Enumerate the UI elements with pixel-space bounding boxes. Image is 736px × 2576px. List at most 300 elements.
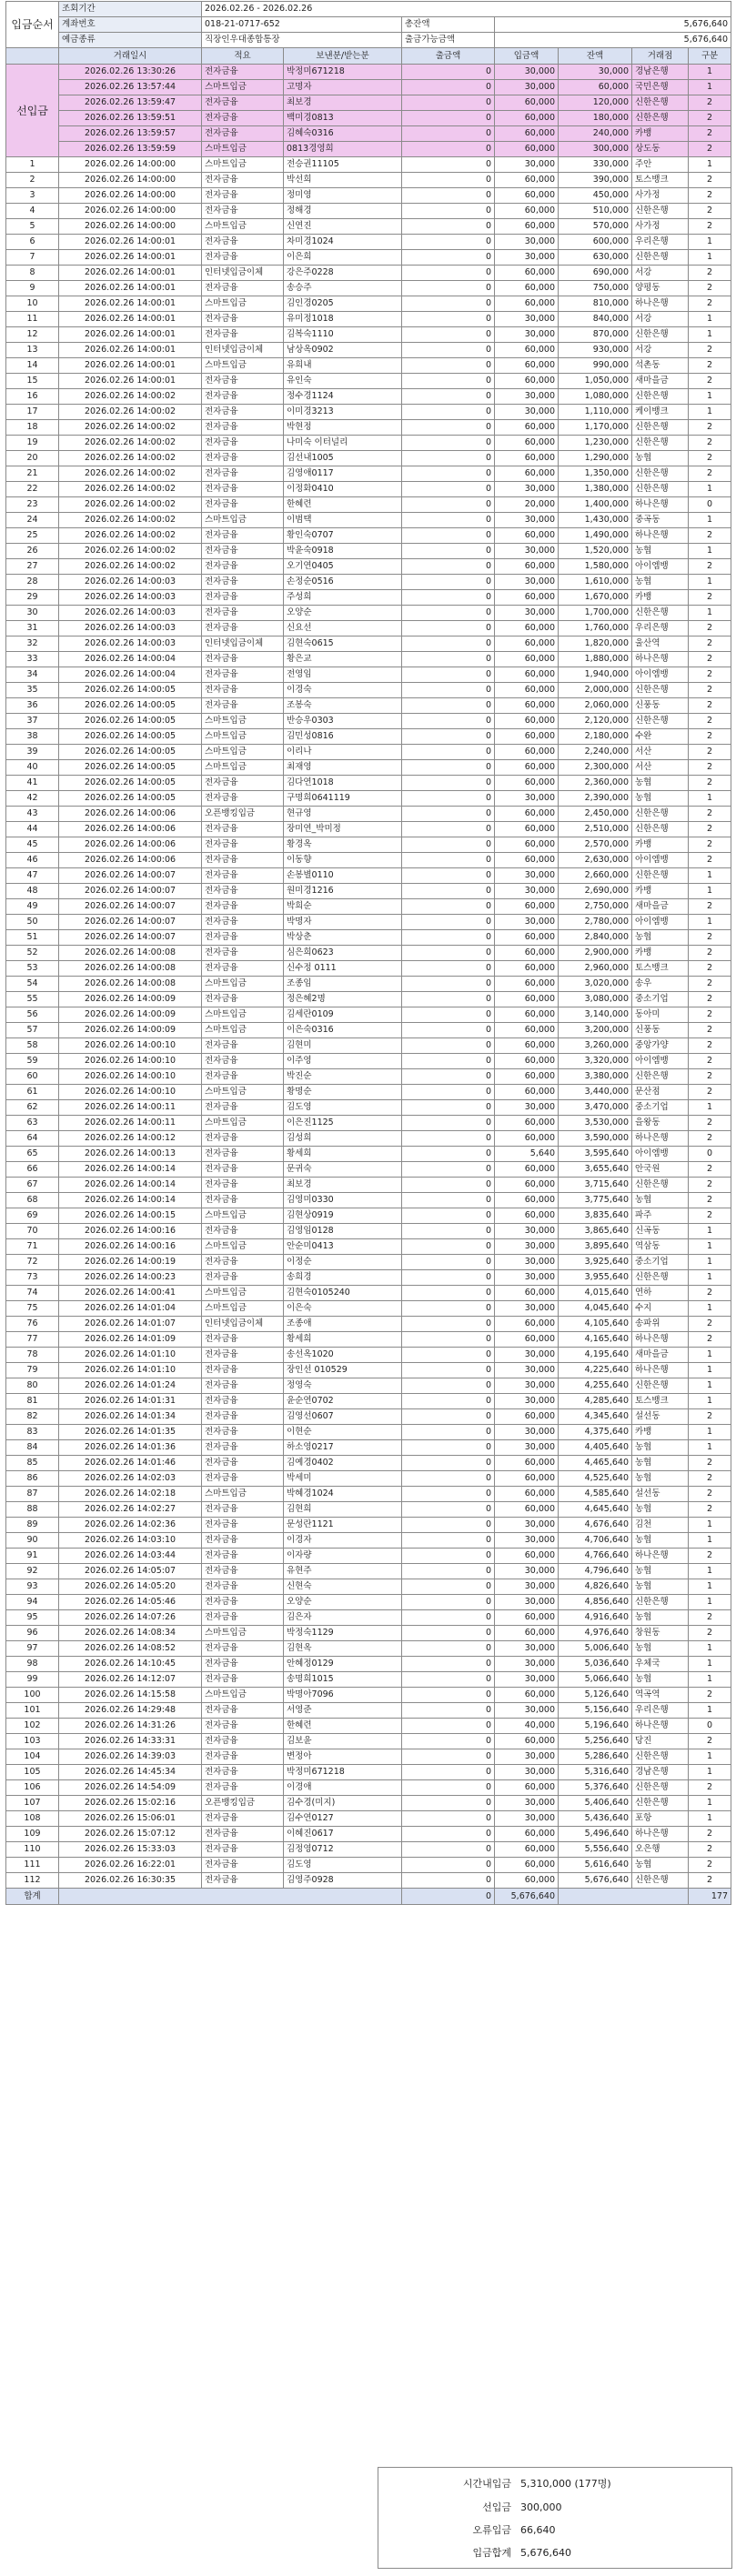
cell-withdraw: 0	[402, 1595, 495, 1610]
cell-counterparty: 남상옥0902	[284, 343, 402, 358]
cell-datetime: 2026.02.26 14:00:01	[59, 343, 202, 358]
cell-withdraw: 0	[402, 1749, 495, 1765]
available-value: 5,676,640	[495, 33, 731, 48]
cell-branch: 송파위	[632, 1317, 689, 1332]
cell-datetime: 2026.02.26 14:02:03	[59, 1471, 202, 1487]
cell-memo: 전자금융	[202, 250, 284, 266]
cell-index: 97	[6, 1641, 59, 1657]
cell-memo: 전자금융	[202, 389, 284, 405]
cell-deposit: 30,000	[495, 1348, 559, 1363]
cell-withdraw: 0	[402, 1239, 495, 1255]
cell-category: 1	[689, 1657, 731, 1672]
cell-memo: 전자금융	[202, 1780, 284, 1796]
cell-balance: 3,020,000	[559, 977, 632, 992]
cell-balance: 3,895,640	[559, 1239, 632, 1255]
col-header-memo: 적요	[202, 48, 284, 65]
header-row	[6, 48, 731, 65]
cell-counterparty: 오양순	[284, 606, 402, 621]
cell-withdraw: 0	[402, 1162, 495, 1178]
cell-deposit: 60,000	[495, 1317, 559, 1332]
cell-branch: 신한은행	[632, 111, 689, 126]
cell-category: 2	[689, 899, 731, 915]
cell-datetime: 2026.02.26 14:05:46	[59, 1595, 202, 1610]
table-row	[6, 621, 731, 636]
cell-category: 2	[689, 1688, 731, 1703]
table-row	[6, 1038, 731, 1054]
table-row	[6, 1842, 731, 1858]
cell-counterparty: 강은주0228	[284, 266, 402, 281]
cell-datetime: 2026.02.26 14:00:05	[59, 791, 202, 807]
cell-category: 1	[689, 1811, 731, 1827]
cell-memo: 전자금융	[202, 1657, 284, 1672]
cell-balance: 4,826,640	[559, 1579, 632, 1595]
period-label: 조회기간	[59, 2, 202, 17]
cell-index: 18	[6, 420, 59, 436]
cell-deposit: 60,000	[495, 745, 559, 760]
cell-category: 2	[689, 1502, 731, 1518]
cell-branch: 농협	[632, 544, 689, 559]
cell-balance: 1,490,000	[559, 528, 632, 544]
cell-index: 106	[6, 1780, 59, 1796]
cell-index: 82	[6, 1409, 59, 1425]
summary-value: 5,310,000 (177명)	[520, 2478, 611, 2490]
table-row	[6, 1178, 731, 1193]
cell-memo: 전자금융	[202, 837, 284, 853]
table-row	[6, 636, 731, 652]
cell-withdraw: 0	[402, 760, 495, 776]
cell-withdraw: 0	[402, 853, 495, 868]
cell-balance: 4,345,640	[559, 1409, 632, 1425]
cell-datetime: 2026.02.26 14:01:35	[59, 1425, 202, 1440]
summary-value: 5,676,640	[520, 2547, 571, 2559]
cell-datetime: 2026.02.26 14:33:31	[59, 1734, 202, 1749]
cell-deposit: 60,000	[495, 1734, 559, 1749]
cell-counterparty: 김보윤	[284, 1734, 402, 1749]
cell-branch: 양평동	[632, 281, 689, 296]
cell-deposit: 60,000	[495, 1023, 559, 1038]
cell-memo: 전자금융	[202, 235, 284, 250]
cell-deposit: 30,000	[495, 1270, 559, 1286]
cell-deposit: 60,000	[495, 466, 559, 482]
cell-category: 1	[689, 157, 731, 173]
cell-counterparty: 박정미671218	[284, 65, 402, 80]
cell-index: 39	[6, 745, 59, 760]
cell-memo: 전자금융	[202, 126, 284, 142]
cell-datetime: 2026.02.26 14:00:12	[59, 1131, 202, 1147]
cell-category: 2	[689, 420, 731, 436]
cell-category: 1	[689, 1301, 731, 1317]
cell-memo: 스마트입금	[202, 1239, 284, 1255]
table-row	[6, 482, 731, 497]
cell-withdraw: 0	[402, 1178, 495, 1193]
cell-branch: 울산역	[632, 636, 689, 652]
cell-branch: 농협	[632, 575, 689, 590]
table-row	[6, 1162, 731, 1178]
cell-branch: 신한은행	[632, 1749, 689, 1765]
cell-balance: 5,406,640	[559, 1796, 632, 1811]
cell-balance: 3,655,640	[559, 1162, 632, 1178]
cell-deposit: 30,000	[495, 157, 559, 173]
cell-category: 2	[689, 1332, 731, 1348]
cell-datetime: 2026.02.26 14:00:00	[59, 188, 202, 204]
cell-datetime: 2026.02.26 14:00:08	[59, 961, 202, 977]
cell-balance: 330,000	[559, 157, 632, 173]
table-row	[6, 575, 731, 590]
cell-counterparty: 김인경0205	[284, 296, 402, 312]
cell-branch: 을왕동	[632, 1116, 689, 1131]
cell-memo: 전자금융	[202, 1054, 284, 1069]
cell-branch: 신한은행	[632, 436, 689, 451]
cell-counterparty: 김영미0330	[284, 1193, 402, 1208]
cell-memo: 전자금융	[202, 853, 284, 868]
cell-index: 36	[6, 698, 59, 714]
cell-branch: 서산	[632, 745, 689, 760]
cell-deposit: 30,000	[495, 389, 559, 405]
cell-category: 2	[689, 930, 731, 946]
cell-withdraw: 0	[402, 868, 495, 884]
cell-deposit: 60,000	[495, 837, 559, 853]
cell-counterparty: 정수경1124	[284, 389, 402, 405]
cell-deposit: 60,000	[495, 358, 559, 374]
cell-index: 71	[6, 1239, 59, 1255]
cell-balance: 2,570,000	[559, 837, 632, 853]
cell-balance: 3,080,000	[559, 992, 632, 1007]
cell-withdraw: 0	[402, 1796, 495, 1811]
cell-index: 58	[6, 1038, 59, 1054]
cell-deposit: 60,000	[495, 1409, 559, 1425]
cell-withdraw: 0	[402, 358, 495, 374]
cell-memo: 스마트입금	[202, 1286, 284, 1301]
cell-branch: 파주	[632, 1208, 689, 1224]
cell-category: 0	[689, 1147, 731, 1162]
cell-counterparty: 김수경(미지)	[284, 1796, 402, 1811]
cell-counterparty: 신현숙	[284, 1579, 402, 1595]
cell-category: 2	[689, 636, 731, 652]
cell-category: 2	[689, 358, 731, 374]
table-row	[6, 667, 731, 683]
cell-counterparty: 이자량	[284, 1549, 402, 1564]
cell-memo: 전자금융	[202, 204, 284, 219]
cell-counterparty: 나미숙 이터널리	[284, 436, 402, 451]
prepaid-row	[6, 80, 731, 95]
cell-memo: 전자금융	[202, 776, 284, 791]
cell-balance: 5,126,640	[559, 1688, 632, 1703]
cell-category: 2	[689, 1069, 731, 1085]
cell-counterparty: 박현정	[284, 420, 402, 436]
cell-datetime: 2026.02.26 14:29:48	[59, 1703, 202, 1719]
cell-category: 2	[689, 977, 731, 992]
cell-deposit: 60,000	[495, 636, 559, 652]
cell-index: 90	[6, 1533, 59, 1549]
cell-deposit: 60,000	[495, 1471, 559, 1487]
cell-balance: 1,350,000	[559, 466, 632, 482]
cell-balance: 4,375,640	[559, 1425, 632, 1440]
table-row	[6, 915, 731, 930]
cell-category: 2	[689, 822, 731, 837]
table-row	[6, 930, 731, 946]
cell-memo: 전자금융	[202, 1641, 284, 1657]
cell-balance: 5,156,640	[559, 1703, 632, 1719]
cell-memo: 인터넷입금이체	[202, 1317, 284, 1332]
cell-memo: 전자금융	[202, 868, 284, 884]
cell-memo: 전자금융	[202, 559, 284, 575]
cell-balance: 240,000	[559, 126, 632, 142]
cell-counterparty: 황경옥	[284, 837, 402, 853]
cell-withdraw: 0	[402, 513, 495, 528]
table-row	[6, 1533, 731, 1549]
cell-datetime: 2026.02.26 14:00:03	[59, 590, 202, 606]
cell-withdraw: 0	[402, 1765, 495, 1780]
cell-withdraw: 0	[402, 822, 495, 837]
cell-datetime: 2026.02.26 14:00:03	[59, 606, 202, 621]
cell-datetime: 2026.02.26 14:00:05	[59, 683, 202, 698]
cell-index: 95	[6, 1610, 59, 1626]
table-row	[6, 1610, 731, 1626]
cell-index: 12	[6, 327, 59, 343]
cell-balance: 750,000	[559, 281, 632, 296]
cell-memo: 전자금융	[202, 1471, 284, 1487]
cell-withdraw: 0	[402, 1007, 495, 1023]
cell-category: 2	[689, 1842, 731, 1858]
cell-balance: 3,380,000	[559, 1069, 632, 1085]
cell-datetime: 2026.02.26 13:30:26	[59, 65, 202, 80]
cell-deposit: 60,000	[495, 807, 559, 822]
cell-datetime: 2026.02.26 14:00:03	[59, 621, 202, 636]
cell-counterparty: 송희경	[284, 1270, 402, 1286]
cell-balance: 2,630,000	[559, 853, 632, 868]
cell-index: 28	[6, 575, 59, 590]
cell-index: 102	[6, 1719, 59, 1734]
cell-branch: 카뱅	[632, 837, 689, 853]
table-row	[6, 1085, 731, 1100]
cell-balance: 3,440,000	[559, 1085, 632, 1100]
cell-memo: 전자금융	[202, 1595, 284, 1610]
cell-branch: 연하	[632, 1286, 689, 1301]
cell-memo: 스마트입금	[202, 513, 284, 528]
cell-memo: 전자금융	[202, 1533, 284, 1549]
cell-withdraw: 0	[402, 1100, 495, 1116]
cell-index: 14	[6, 358, 59, 374]
cell-memo: 전자금융	[202, 1672, 284, 1688]
cell-deposit: 60,000	[495, 1116, 559, 1131]
cell-withdraw: 0	[402, 1208, 495, 1224]
cell-index: 99	[6, 1672, 59, 1688]
cell-branch: 농협	[632, 1502, 689, 1518]
cell-balance: 5,006,640	[559, 1641, 632, 1657]
cell-datetime: 2026.02.26 14:00:41	[59, 1286, 202, 1301]
cell-index: 101	[6, 1703, 59, 1719]
cell-counterparty: 유현주	[284, 1564, 402, 1579]
deposit-type-label: 예금종류	[59, 33, 202, 48]
cell-deposit: 60,000	[495, 946, 559, 961]
cell-branch: 문산점	[632, 1085, 689, 1100]
cell-counterparty: 박혜경1024	[284, 1487, 402, 1502]
cell-category: 2	[689, 1085, 731, 1100]
cell-index: 53	[6, 961, 59, 977]
cell-datetime: 2026.02.26 15:33:03	[59, 1842, 202, 1858]
col-header-deposit: 입금액	[495, 48, 559, 65]
cell-category: 1	[689, 1224, 731, 1239]
cell-balance: 1,050,000	[559, 374, 632, 389]
cell-counterparty: 박명자	[284, 915, 402, 930]
cell-balance: 2,120,000	[559, 714, 632, 729]
cell-deposit: 30,000	[495, 575, 559, 590]
cell-balance: 5,256,640	[559, 1734, 632, 1749]
cell-withdraw: 0	[402, 791, 495, 807]
cell-branch: 농협	[632, 930, 689, 946]
table-row	[6, 405, 731, 420]
table-row	[6, 204, 731, 219]
cell-index: 37	[6, 714, 59, 729]
cell-branch: 중소기업	[632, 1100, 689, 1116]
cell-category: 1	[689, 868, 731, 884]
cell-branch: 사가정	[632, 219, 689, 235]
cell-deposit: 30,000	[495, 65, 559, 80]
summary-box	[378, 2467, 732, 2569]
cell-datetime: 2026.02.26 14:02:18	[59, 1487, 202, 1502]
cell-branch: 새마을금	[632, 374, 689, 389]
cell-branch: 경남은행	[632, 65, 689, 80]
cell-branch: 아이엠뱅	[632, 915, 689, 930]
cell-datetime: 2026.02.26 14:00:23	[59, 1270, 202, 1286]
cell-memo: 전자금융	[202, 1270, 284, 1286]
cell-index: 66	[6, 1162, 59, 1178]
cell-balance: 2,960,000	[559, 961, 632, 977]
total-balance-value: 5,676,640	[495, 17, 731, 33]
cell-balance: 3,775,640	[559, 1193, 632, 1208]
cell-index: 80	[6, 1378, 59, 1394]
cell-index: 55	[6, 992, 59, 1007]
cell-index: 6	[6, 235, 59, 250]
cell-deposit: 60,000	[495, 1780, 559, 1796]
cell-balance: 2,360,000	[559, 776, 632, 791]
cell-counterparty: 정은혜2명	[284, 992, 402, 1007]
cell-memo: 전자금융	[202, 528, 284, 544]
cell-datetime: 2026.02.26 13:59:51	[59, 111, 202, 126]
cell-category: 1	[689, 791, 731, 807]
cell-deposit: 30,000	[495, 1255, 559, 1270]
cell-balance: 3,470,000	[559, 1100, 632, 1116]
cell-memo: 인터넷입금이체	[202, 636, 284, 652]
cell-memo: 전자금융	[202, 1409, 284, 1425]
cell-withdraw: 0	[402, 544, 495, 559]
cell-balance: 390,000	[559, 173, 632, 188]
cell-branch: 오은행	[632, 1842, 689, 1858]
cell-index: 91	[6, 1549, 59, 1564]
cell-index: 88	[6, 1502, 59, 1518]
cell-datetime: 2026.02.26 14:00:02	[59, 420, 202, 436]
table-row	[6, 1239, 731, 1255]
cell-withdraw: 0	[402, 1502, 495, 1518]
cell-balance: 3,590,000	[559, 1131, 632, 1147]
cell-balance: 3,865,640	[559, 1224, 632, 1239]
table-row	[6, 1626, 731, 1641]
cell-category: 1	[689, 1440, 731, 1456]
cell-datetime: 2026.02.26 16:30:35	[59, 1873, 202, 1889]
cell-category: 2	[689, 1610, 731, 1626]
cell-branch: 농협	[632, 1440, 689, 1456]
table-row	[6, 760, 731, 776]
cell-deposit: 30,000	[495, 791, 559, 807]
cell-deposit: 60,000	[495, 1193, 559, 1208]
cell-branch: 농협	[632, 1610, 689, 1626]
cell-deposit: 30,000	[495, 1394, 559, 1409]
cell-balance: 4,585,640	[559, 1487, 632, 1502]
cell-index: 17	[6, 405, 59, 420]
cell-balance: 2,780,000	[559, 915, 632, 930]
cell-memo: 스마트입금	[202, 219, 284, 235]
cell-index: 16	[6, 389, 59, 405]
cell-deposit: 30,000	[495, 1641, 559, 1657]
table-row	[6, 1641, 731, 1657]
table-row	[6, 1827, 731, 1842]
table-row	[6, 374, 731, 389]
cell-balance: 2,240,000	[559, 745, 632, 760]
cell-counterparty: 박명아7096	[284, 1688, 402, 1703]
cell-withdraw: 0	[402, 235, 495, 250]
cell-balance: 1,610,000	[559, 575, 632, 590]
cell-counterparty: 전영임	[284, 667, 402, 683]
cell-category: 2	[689, 142, 731, 157]
cell-index: 61	[6, 1085, 59, 1100]
cell-category: 1	[689, 1579, 731, 1595]
cell-counterparty: 유미정1018	[284, 312, 402, 327]
cell-branch: 신한은행	[632, 606, 689, 621]
cell-branch: 우체국	[632, 1657, 689, 1672]
cell-deposit: 60,000	[495, 930, 559, 946]
cell-index: 10	[6, 296, 59, 312]
cell-balance: 4,916,640	[559, 1610, 632, 1626]
cell-deposit: 30,000	[495, 1765, 559, 1780]
cell-category: 2	[689, 729, 731, 745]
cell-balance: 4,706,640	[559, 1533, 632, 1549]
cell-datetime: 2026.02.26 14:00:00	[59, 173, 202, 188]
cell-balance: 2,840,000	[559, 930, 632, 946]
table-row	[6, 884, 731, 899]
cell-balance: 4,255,640	[559, 1378, 632, 1394]
account-label: 계좌번호	[59, 17, 202, 33]
cell-counterparty: 주성희	[284, 590, 402, 606]
cell-index: 84	[6, 1440, 59, 1456]
col-header-branch: 거래점	[632, 48, 689, 65]
cell-branch: 카뱅	[632, 884, 689, 899]
cell-deposit: 60,000	[495, 590, 559, 606]
cell-deposit: 60,000	[495, 1007, 559, 1023]
cell-branch: 아이엠뱅	[632, 1147, 689, 1162]
cell-memo: 전자금융	[202, 111, 284, 126]
cell-memo: 전자금융	[202, 1827, 284, 1842]
table-row	[6, 544, 731, 559]
cell-category: 2	[689, 745, 731, 760]
cell-branch: 역삼동	[632, 1239, 689, 1255]
cell-deposit: 20,000	[495, 497, 559, 513]
order-label: 입금순서	[6, 2, 59, 48]
cell-category: 2	[689, 1858, 731, 1873]
cell-balance: 4,796,640	[559, 1564, 632, 1579]
cell-deposit: 60,000	[495, 698, 559, 714]
cell-balance: 4,405,640	[559, 1440, 632, 1456]
cell-category: 1	[689, 1765, 731, 1780]
cell-memo: 전자금융	[202, 436, 284, 451]
table-row	[6, 1100, 731, 1116]
cell-balance: 3,715,640	[559, 1178, 632, 1193]
cell-branch: 신한은행	[632, 1178, 689, 1193]
cell-branch: 농협	[632, 791, 689, 807]
cell-withdraw: 0	[402, 157, 495, 173]
cell-memo: 스마트입금	[202, 157, 284, 173]
cell-category: 1	[689, 389, 731, 405]
cell-category: 1	[689, 1255, 731, 1270]
